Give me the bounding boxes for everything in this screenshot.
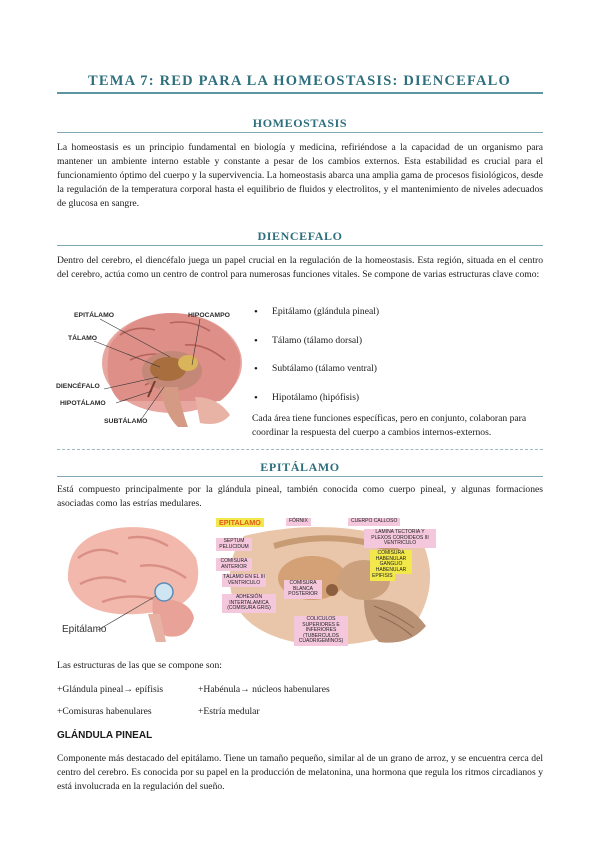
title-underline — [57, 92, 543, 94]
diagram-label-lamina: LAMINA TECTORIA Y PLEXOS COROIDEOS III VENTRICULO — [364, 529, 436, 548]
diagram-label-fornix: FÓRNIX — [286, 518, 311, 526]
list-item: +Habénula→ núcleos habenulares — [198, 684, 330, 695]
section-heading-homeostasis: HOMEOSTASIS — [252, 116, 348, 130]
diagram-label-adhesion: ADHESIÓN INTERTALAMICA (COMISURA GRIS) — [222, 594, 276, 613]
diagram-label-comisura-anterior: COMISURA ANTERIOR — [216, 558, 252, 571]
diencephalon-structures-list — [254, 305, 494, 419]
homeostasis-paragraph: La homeostasis es un principio fundamental en biología y medicina, refiriéndose a la capacidad de un organismo para mantener un ambiente interno estable y constante a pesar de los cambios externos. Esta estabilidad es crucial para el funcionamiento óptimo del cuerpo y la supervivencia. La homeostasis abarca una amplia gama de procesos fisiológicos, desde la regulación de la temperatura corporal hasta el equilibrio de fluidos y electrolitos, y el mantenimiento de niveles adecuados de glucosa en sangre. — [57, 142, 543, 209]
diagram-label-comisura-blanca: COMISURA BLANCA POSTERIOR — [284, 580, 322, 599]
list-item: +Estría medular — [198, 706, 260, 717]
label-diencefalo: DIENCÉFALO — [56, 383, 100, 390]
diagram-label-talamo: TÁLAMO EN EL III VENTRICULO — [223, 574, 265, 586]
list-item: • Hipotálamo (hipófisis) — [254, 391, 494, 420]
diagram-label-comisura-habenular: COMISURA HABENULAR GANGLIO HABENULAR — [370, 550, 412, 574]
diagram-label-epifisis: EPIFISIS — [372, 573, 393, 579]
section-rule-epitalamo — [57, 476, 543, 477]
list-item: • Subtálamo (tálamo ventral) — [254, 362, 494, 391]
section-rule-diencefalo — [57, 245, 543, 246]
label-epitalamo: EPITÁLAMO — [74, 312, 115, 319]
epithalamus-diagram — [214, 516, 446, 650]
diencephalon-figure — [56, 305, 246, 433]
diencefalo-closing-text: Cada área tiene funciones específicas, pero en conjunto, colaboran para coordinar la respuesta del cuerpo a cambios internos-externos. — [252, 413, 527, 438]
structures-intro: Las estructuras de las que se compone son: — [57, 660, 222, 671]
diencefalo-paragraph: Dentro del cerebro, el diencéfalo juega un papel crucial en la regulación de la homeostasis. Esta región, situada en el centro del cerebro, actúa como un centro de control para numerosas funciones vitales. Se compone de varias estructuras clave como: — [57, 255, 543, 280]
diagram-label-septum: SEPTUM PELUCIDUM — [216, 538, 252, 551]
dashed-divider — [57, 449, 543, 450]
section-rule-homeostasis — [57, 132, 543, 133]
diagram-label-epitalamo: EPITALAMO — [216, 518, 264, 527]
diagram-label-cuerpo-calloso: CUERPO CALLOSO — [348, 518, 400, 526]
label-talamo: TÁLAMO — [68, 335, 98, 342]
label-hipocampo: HIPOCAMPO — [188, 312, 230, 319]
brain-sagittal-illustration — [60, 305, 246, 433]
label-epitalamo-figure: Epitálamo — [62, 624, 107, 635]
document-title: TEMA 7: RED PARA LA HOMEOSTASIS: DIENCEFALO — [87, 73, 511, 89]
section-heading-diencefalo: DIENCEFALO — [257, 229, 343, 243]
label-subtalamo: SUBTÁLAMO — [104, 418, 148, 425]
glandula-pineal-paragraph: Componente más destacado del epitálamo. Tiene un tamaño pequeño, similar al de un grano de arroz, y se encuentra cerca del centro del cerebro. Es conocida por su papel en la producción de melatonina, una hormona que regula los ritmos circadianos y está involucrada en la regulación del sueño. — [57, 753, 543, 792]
diagram-label-coliculos: COLICULOS SUPERIORES E INFERIORES (TUBERCULOS CUADRIGEMINOS) — [294, 616, 348, 646]
epitalamo-paragraph: Está compuesto principalmente por la glándula pineal, también conocida como cuerpo pineal, y algunas formaciones asociadas como las estrías medulares. — [57, 484, 543, 509]
epithalamus-brain-figure — [58, 518, 206, 646]
list-item: +Comisuras habenulares — [57, 706, 152, 717]
list-item: • Epitálamo (glándula pineal) — [254, 305, 494, 334]
list-item: +Glándula pineal→ epífisis — [57, 684, 164, 695]
label-hipotalamo: HIPOTÁLAMO — [60, 400, 106, 407]
list-item: • Tálamo (tálamo dorsal) — [254, 334, 494, 363]
subsection-heading-glandula-pineal: GLÁNDULA PINEAL — [57, 730, 153, 741]
section-heading-epitalamo: EPITÁLAMO — [260, 460, 340, 474]
